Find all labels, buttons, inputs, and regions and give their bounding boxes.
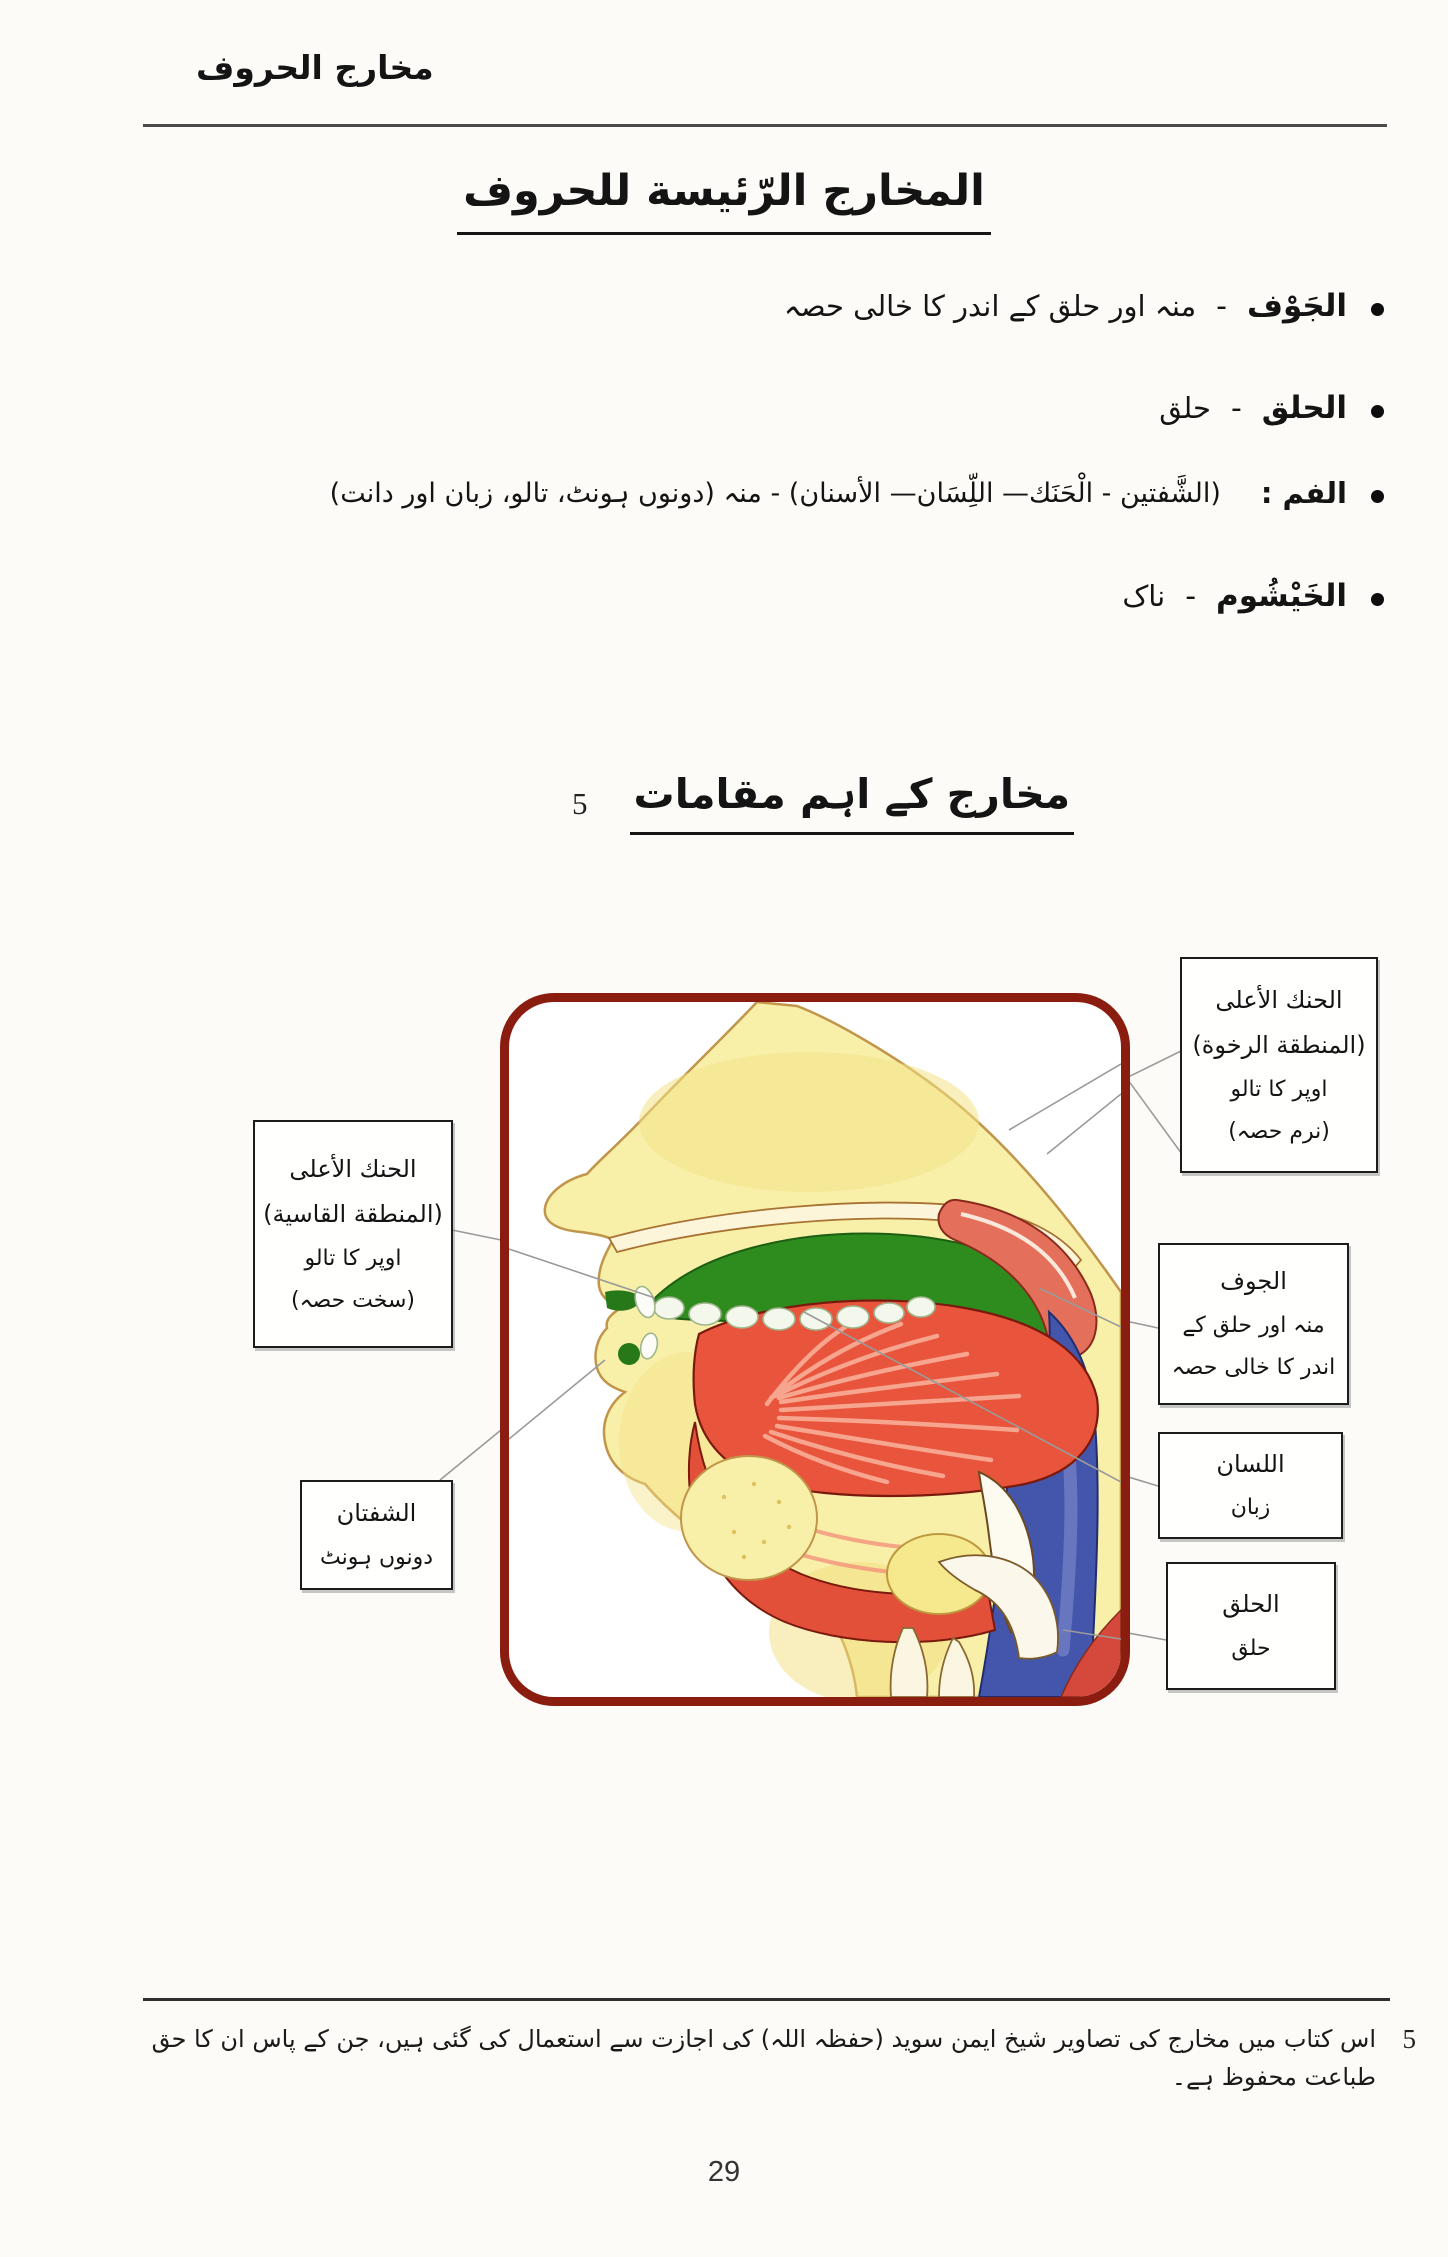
- label-line: الجوف: [1220, 1267, 1287, 1296]
- label-line: اندر کا خالی حصہ: [1171, 1354, 1336, 1380]
- label-line: اوپر کا تالو: [1230, 1076, 1328, 1102]
- jaw-bone-section: [681, 1456, 817, 1580]
- label-box-hard-palate: [253, 1120, 453, 1348]
- section-title: مخارج کے اہم مقامات: [630, 770, 1075, 835]
- label-line: الحنك الأعلى: [289, 1154, 417, 1183]
- diagram-frame: [500, 993, 1130, 1706]
- page-header-title: مخارج الحروف: [196, 48, 434, 87]
- bullet-definition: منہ اور حلق کے اندر کا خالی حصہ: [783, 289, 1197, 323]
- footnote-marker: 5: [1402, 2024, 1416, 2054]
- header-rule: [143, 124, 1387, 127]
- label-line: (المنطقة القاسية): [263, 1200, 443, 1229]
- bullet-definition: ناک: [1122, 579, 1166, 613]
- label-line: حلق: [1231, 1635, 1271, 1661]
- section-footnote-marker: 5: [572, 786, 588, 821]
- bullet-item-halq: [60, 390, 1384, 426]
- footnote-text: اس کتاب میں مخارج کی تصاویر شیخ ایمن سوید (حفظہ اللہ) کی اجازت سے استعمال کی گئی ہیں، جن کے پاس ان کا حق طباعت محفوظ ہے۔: [151, 2025, 1376, 2092]
- bullet-term: الجَوْف: [1246, 288, 1347, 324]
- main-title: المخارج الرّئيسة للحروف: [457, 166, 991, 235]
- label-box-shafatan: [300, 1480, 453, 1590]
- label-line: منہ اور حلق کے: [1182, 1313, 1325, 1338]
- main-title-wrap: [0, 166, 1448, 235]
- label-line: (المنطقة الرخوة): [1192, 1031, 1366, 1060]
- label-line: الحلق: [1222, 1590, 1280, 1619]
- label-box-jawf: [1158, 1243, 1349, 1405]
- label-line: الحنك الأعلى: [1215, 985, 1343, 1014]
- label-line: اللسان: [1216, 1449, 1285, 1478]
- head-cross-section-illustration: [509, 1002, 1121, 1697]
- bullet-item-jawf: [60, 288, 1384, 324]
- label-box-soft-palate: [1180, 957, 1378, 1173]
- bullet-item-khayshum: [60, 578, 1384, 614]
- label-line: زبان: [1230, 1495, 1271, 1521]
- bullet-definition: (الشَّفتين - الْحَنَك— اللِّسَان— الأسنان) - منہ (دونوں ہونٹ، تالو، زبان اور دانت): [329, 477, 1221, 509]
- bullet-separator: -: [1216, 288, 1227, 324]
- label-line: دونوں ہونٹ: [319, 1544, 434, 1570]
- label-line: (سخت حصہ): [291, 1287, 415, 1313]
- label-box-halq: [1166, 1562, 1336, 1690]
- bullet-term: الحلق: [1261, 390, 1347, 426]
- label-box-lisan: [1158, 1432, 1343, 1539]
- bullet-dot-icon: [1371, 303, 1384, 316]
- bullet-separator: -: [1230, 390, 1242, 426]
- label-line: اوپر کا تالو: [304, 1245, 402, 1271]
- label-line: الشفتان: [336, 1499, 417, 1528]
- page-number: 29: [707, 2156, 741, 2188]
- bullet-dot-icon: [1371, 593, 1384, 606]
- section-heading-wrap: [572, 770, 1074, 835]
- bullet-item-fam: [60, 476, 1384, 510]
- bullet-term: الخَيْشُوم: [1216, 578, 1347, 614]
- bullet-term: الفم :: [1260, 476, 1347, 510]
- bullet-dot-icon: [1371, 490, 1384, 503]
- bullet-dot-icon: [1371, 405, 1384, 418]
- bullet-separator: -: [1185, 578, 1197, 614]
- label-line: (نرم حصہ): [1228, 1118, 1330, 1144]
- footnote-rule: [143, 1998, 1390, 2001]
- bullet-definition: حلق: [1159, 391, 1211, 425]
